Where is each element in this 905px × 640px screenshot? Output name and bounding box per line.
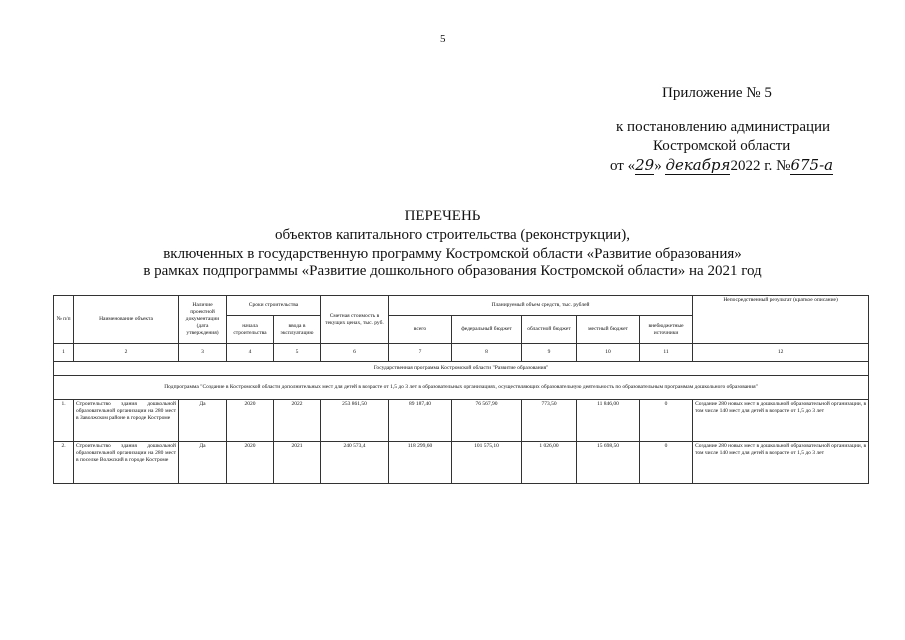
header-total: всего (389, 316, 452, 344)
row-start: 2020 (227, 400, 274, 442)
header-start: начала строительства (227, 316, 274, 344)
header-name: Наименование объекта (74, 296, 179, 344)
row-num: 2. (54, 442, 74, 484)
handwritten-month: декабря (665, 156, 731, 174)
title-line-4: в рамках подпрограммы «Развитие дошкольного образования Костромской области» на 2021 год (143, 263, 762, 279)
col-number: 3 (179, 344, 227, 362)
table-row (54, 400, 869, 442)
col-number: 8 (452, 344, 522, 362)
row-total: 118 299,60 (389, 442, 452, 484)
col-number: 7 (389, 344, 452, 362)
row-start: 2020 (227, 442, 274, 484)
col-number: 6 (321, 344, 389, 362)
program-row: Государственная программа Костромской области "Развитие образования" (54, 362, 869, 376)
row-commission: 2022 (274, 400, 321, 442)
title-line-2: объектов капитального строительства (реконструкции), (275, 227, 630, 243)
header-regional: областной бюджет (522, 316, 577, 344)
row-federal: 76 567,90 (452, 400, 522, 442)
date-mid: » (654, 158, 662, 174)
page-number: 5 (440, 33, 446, 45)
col-number: 4 (227, 344, 274, 362)
header-terms: Сроки строительства (227, 296, 321, 316)
col-number: 10 (577, 344, 640, 362)
header-local: местный бюджет (577, 316, 640, 344)
col-number: 11 (640, 344, 693, 362)
row-result: Создание 280 новых мест в дошкольной образовательной организации, в том числе 140 мест для детей в возрасте от 1,5 до 3 лет (693, 400, 869, 442)
document-title: ПЕРЕЧЕНЬ (404, 208, 481, 224)
appendix-line-2: Костромской области (653, 138, 791, 154)
header-planned: Планируемый объем средств, тыс. рублей (389, 296, 693, 316)
row-offbudget: 0 (640, 442, 693, 484)
row-docs: Да (179, 442, 227, 484)
row-num: 1. (54, 400, 74, 442)
row-cost: 253 861,50 (321, 400, 389, 442)
col-number: 9 (522, 344, 577, 362)
col-number: 1 (54, 344, 74, 362)
row-regional: 1 026,00 (522, 442, 577, 484)
title-line-3: включенных в государственную программу Костромской области «Развитие образования» (163, 246, 742, 262)
subprogram-row: Подпрограмма "Создание в Костромской области дополнительных мест для детей в возрасте от 1,5 до 3 лет в образовательных организациях, осуществляющих образовательную деятельность по образовательным программам дошкольного образования" (54, 376, 869, 400)
header-num: № п/п (54, 296, 74, 344)
row-result: Создание 280 новых мест в дошкольной образовательной организации, в том числе 140 мест для детей в возрасте от 1,5 до 3 лет (693, 442, 869, 484)
objects-table (53, 295, 869, 484)
col-number: 5 (274, 344, 321, 362)
header-offbudget: внебюджетные источники (640, 316, 693, 344)
col-number: 12 (693, 344, 869, 362)
header-docs: Наличие проектной документации (дата утверждения) (179, 296, 227, 344)
appendix-line-1: к постановлению администрации (616, 119, 831, 135)
header-cost: Сметная стоимость в текущих ценах, тыс. руб. (321, 296, 389, 344)
appendix-date-line (610, 156, 833, 176)
row-name: Строительство здания дошкольной образовательной организации на 280 мест в Заволжском районе в городе Костроме (74, 400, 179, 442)
row-offbudget: 0 (640, 400, 693, 442)
row-name: Строительство здания дошкольной образовательной организации на 280 мест в поселке Волжский в городе Костроме (74, 442, 179, 484)
header-result: Непосредственный результат (краткое описание) (693, 296, 869, 344)
date-prefix: от « (610, 158, 636, 174)
row-local: 11 846,00 (577, 400, 640, 442)
date-year: 2022 г. № (730, 158, 791, 174)
header-commission: ввода в эксплуатацию (274, 316, 321, 344)
row-regional: 773,50 (522, 400, 577, 442)
appendix-title: Приложение № 5 (662, 85, 772, 101)
row-commission: 2021 (274, 442, 321, 484)
row-docs: Да (179, 400, 227, 442)
row-total: 89 187,40 (389, 400, 452, 442)
header-federal: федеральный бюджет (452, 316, 522, 344)
row-cost: 240 573,4 (321, 442, 389, 484)
row-federal: 101 575,10 (452, 442, 522, 484)
col-number: 2 (74, 344, 179, 362)
row-local: 15 698,50 (577, 442, 640, 484)
table-row (54, 442, 869, 484)
handwritten-number: 675-а (790, 156, 834, 174)
handwritten-day: 29 (635, 156, 655, 174)
